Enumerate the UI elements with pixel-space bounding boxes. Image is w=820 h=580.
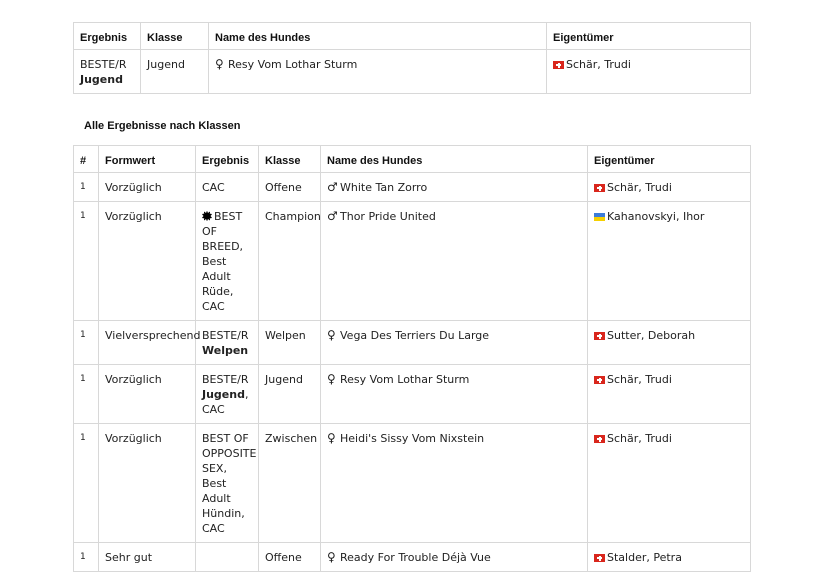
row-num: 1 — [74, 424, 99, 543]
header-ergebnis: Ergebnis — [196, 146, 259, 173]
table-row — [74, 202, 751, 321]
header-eigentuemer: Eigentümer — [547, 23, 751, 50]
ch-flag-icon — [553, 61, 564, 69]
formwert-cell: Vorzüglich — [99, 365, 196, 424]
row-num: 1 — [74, 543, 99, 572]
female-icon: ♀ — [327, 372, 336, 386]
owner-name: Sutter, Deborah — [607, 329, 696, 342]
dog-name-cell — [321, 543, 588, 572]
dog-name: White Tan Zorro — [340, 181, 428, 194]
row-num: 1 — [74, 202, 99, 321]
klasse-cell: Jugend — [259, 365, 321, 424]
header-klasse: Klasse — [259, 146, 321, 173]
female-icon: ♀ — [327, 550, 336, 564]
klasse-cell: Jugend — [141, 50, 209, 94]
klasse-cell: Zwischen — [259, 424, 321, 543]
dog-name-cell — [321, 202, 588, 321]
ergebnis-cell: BEST OF BREED, Best Adult Rüde, CAC — [196, 202, 259, 321]
dog-name-cell — [209, 50, 547, 94]
male-icon: ♂ — [327, 180, 338, 194]
table-row — [74, 321, 751, 365]
row-num: 1 — [74, 173, 99, 202]
ergebnis-cell — [196, 543, 259, 572]
female-icon: ♀ — [327, 431, 336, 445]
ch-flag-icon — [594, 376, 605, 384]
male-icon: ♂ — [327, 209, 338, 223]
header-name: Name des Hundes — [209, 23, 547, 50]
section-title: Alle Ergebnisse nach Klassen — [84, 120, 241, 132]
owner-name: Schär, Trudi — [566, 58, 631, 71]
row-num: 1 — [74, 321, 99, 365]
owner-name: Schär, Trudi — [607, 432, 672, 445]
dog-name: Ready For Trouble Déjà Vue — [340, 551, 491, 564]
ergebnis-cell: BESTE/R Welpen — [196, 321, 259, 365]
dog-name-cell — [321, 173, 588, 202]
table-row — [74, 543, 751, 572]
dog-name: Thor Pride United — [340, 210, 436, 223]
dog-name: Heidi's Sissy Vom Nixstein — [340, 432, 485, 445]
ergebnis-cell: BESTE/R Jugend — [74, 50, 141, 94]
table-header-row — [74, 146, 751, 173]
header-formwert: Formwert — [99, 146, 196, 173]
female-icon: ♀ — [327, 328, 336, 342]
owner-cell — [588, 424, 751, 543]
klasse-cell: Champion — [259, 202, 321, 321]
row-num: 1 — [74, 365, 99, 424]
owner-cell — [588, 173, 751, 202]
dog-name-cell — [321, 321, 588, 365]
results-by-class-table — [73, 145, 751, 572]
klasse-cell: Welpen — [259, 321, 321, 365]
ch-flag-icon — [594, 554, 605, 562]
ergebnis-cell: CAC — [196, 173, 259, 202]
table-header-row — [74, 23, 751, 50]
top-results-table — [73, 22, 751, 94]
owner-name: Schär, Trudi — [607, 181, 672, 194]
dog-name: Resy Vom Lothar Sturm — [228, 58, 358, 71]
formwert-cell: Vorzüglich — [99, 173, 196, 202]
ch-flag-icon — [594, 184, 605, 192]
header-eigentuemer: Eigentümer — [588, 146, 751, 173]
rosette-icon — [202, 211, 212, 221]
header-ergebnis: Ergebnis — [74, 23, 141, 50]
ergebnis-cell: BEST OF OPPOSITE SEX, Best Adult Hündin, CAC — [196, 424, 259, 543]
header-name: Name des Hundes — [321, 146, 588, 173]
ergebnis-cell: BESTE/R Jugend, CAC — [196, 365, 259, 424]
formwert-cell: Vorzüglich — [99, 202, 196, 321]
ua-flag-icon — [594, 213, 605, 221]
owner-name: Kahanovskyi, Ihor — [607, 210, 705, 223]
table-row — [74, 365, 751, 424]
klasse-cell: Offene — [259, 543, 321, 572]
dog-name-cell — [321, 365, 588, 424]
table-row — [74, 173, 751, 202]
formwert-cell: Vorzüglich — [99, 424, 196, 543]
owner-name: Stalder, Petra — [607, 551, 682, 564]
owner-cell — [588, 321, 751, 365]
ch-flag-icon — [594, 435, 605, 443]
ch-flag-icon — [594, 332, 605, 340]
owner-cell — [588, 365, 751, 424]
dog-name: Vega Des Terriers Du Large — [340, 329, 490, 342]
header-klasse: Klasse — [141, 23, 209, 50]
female-icon: ♀ — [215, 57, 224, 71]
dog-name: Resy Vom Lothar Sturm — [340, 373, 470, 386]
header-num: # — [74, 146, 99, 173]
table-row — [74, 50, 751, 94]
formwert-cell: Vielversprechend — [99, 321, 196, 365]
owner-cell — [547, 50, 751, 94]
table-row — [74, 424, 751, 543]
formwert-cell: Sehr gut — [99, 543, 196, 572]
owner-cell — [588, 543, 751, 572]
klasse-cell: Offene — [259, 173, 321, 202]
owner-cell — [588, 202, 751, 321]
dog-name-cell — [321, 424, 588, 543]
owner-name: Schär, Trudi — [607, 373, 672, 386]
